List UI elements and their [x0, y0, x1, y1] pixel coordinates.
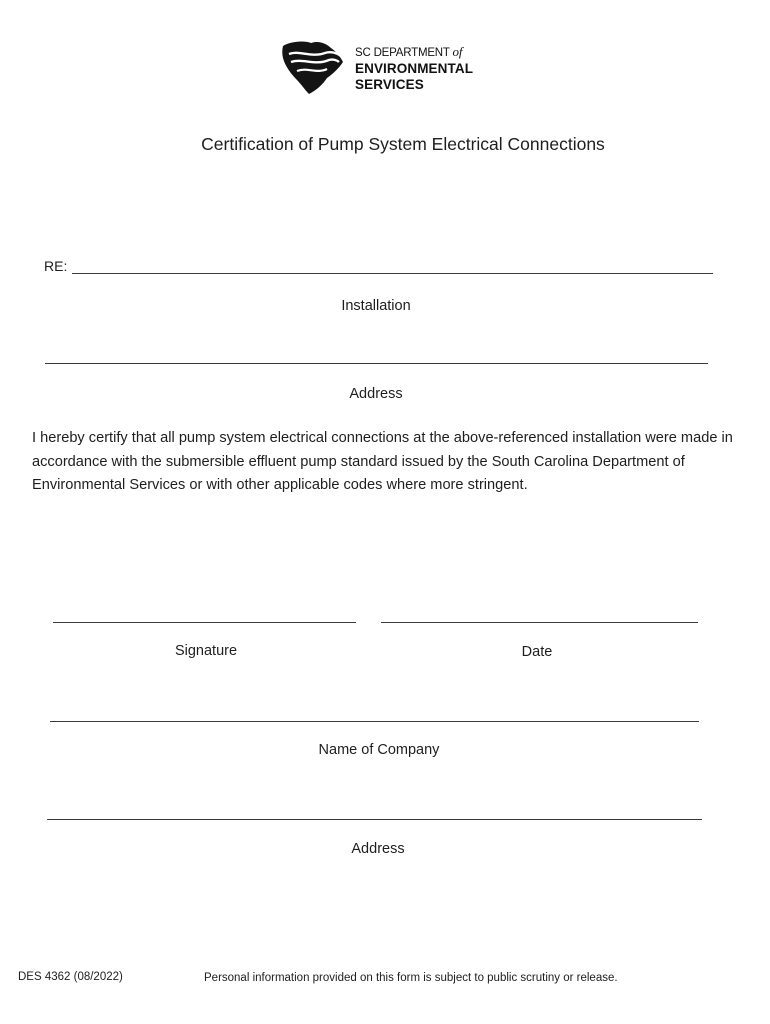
- company-address-field[interactable]: [47, 819, 702, 820]
- agency-name-line2: ENVIRONMENTAL: [355, 61, 474, 76]
- certification-statement: I hereby certify that all pump system electrical connections at the above-referenced installation were made in accordance with the submersible effluent pump standard issued by the South Carolina Department of Environmental Services or with other applicable codes where more stringent.: [32, 430, 733, 493]
- installation-label: Installation: [341, 298, 411, 314]
- address-field[interactable]: [45, 363, 708, 364]
- page-title: Certification of Pump System Electrical Connections: [201, 134, 605, 154]
- signature-field[interactable]: [53, 622, 356, 623]
- re-field[interactable]: [72, 273, 713, 274]
- signature-label: Signature: [174, 643, 238, 659]
- date-label: Date: [521, 644, 553, 660]
- form-number: DES 4362 (08/2022): [18, 971, 123, 983]
- agency-name-line3: SERVICES: [355, 77, 424, 92]
- agency-wordmark: [355, 44, 473, 93]
- company-name-label: Name of Company: [318, 742, 440, 758]
- privacy-notice: Personal information provided on this form is subject to public scrutiny or release.: [204, 972, 618, 984]
- re-label: RE:: [44, 258, 68, 274]
- date-field[interactable]: [381, 622, 698, 623]
- company-name-field[interactable]: [50, 721, 699, 722]
- address-label: Address: [349, 386, 403, 402]
- company-address-label: Address: [351, 841, 405, 857]
- agency-name-line1: SC DEPARTMENT of: [355, 44, 463, 59]
- sc-state-logo-icon: [281, 40, 345, 96]
